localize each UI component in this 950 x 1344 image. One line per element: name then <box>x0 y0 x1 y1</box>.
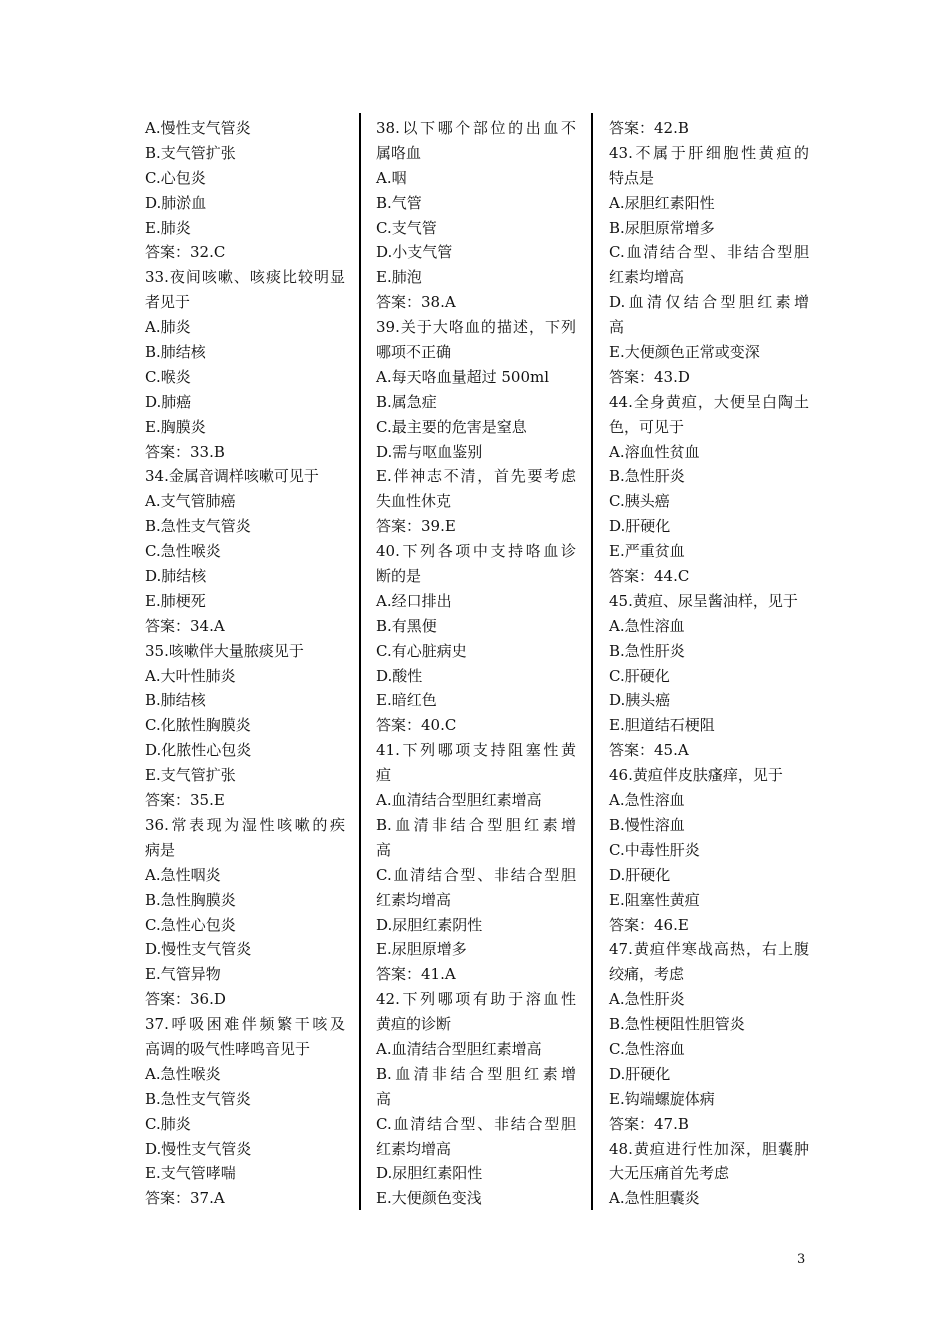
text-line: C.胰头癌 <box>609 492 670 511</box>
text-line: 者见于 <box>145 293 191 312</box>
text-line: D.慢性支气管炎 <box>145 1139 252 1158</box>
text-line: 失血性休克 <box>376 492 452 511</box>
text-line: B.急性梗阻性胆管炎 <box>609 1015 745 1034</box>
text-line: A.血清结合型胆红素增高 <box>376 1039 542 1058</box>
text-line: 高 <box>609 318 625 337</box>
text-line: 红素均增高 <box>376 890 452 909</box>
text-line: 高 <box>376 840 392 859</box>
text-line: C.化脓性胸膜炎 <box>145 716 251 735</box>
text-line: 答案：45.A <box>609 741 689 760</box>
text-line: 答案：37.A <box>145 1189 225 1208</box>
text-line: 特点是 <box>609 168 655 187</box>
text-line: 42.下列哪项有助于溶血性 <box>376 990 576 1009</box>
text-line: 48.黄疸进行性加深，胆囊肿 <box>609 1139 809 1158</box>
text-line: 38.以下哪个部位的出血不 <box>376 119 576 137</box>
text-line: C.有心脏病史 <box>376 641 467 660</box>
text-line: C.中毒性肝炎 <box>609 840 700 859</box>
text-line: A.急性胆囊炎 <box>609 1189 700 1208</box>
text-line: 答案：32.C <box>145 243 226 262</box>
text-line: 答案：34.A <box>145 616 225 635</box>
text-line: E.肺炎 <box>145 218 191 237</box>
text-line: 35.咳嗽伴大量脓痰见于 <box>145 641 304 660</box>
text-line: 答案：35.E <box>145 791 225 810</box>
text-line: 37.呼吸困难伴频繁干咳及 <box>145 1015 345 1034</box>
text-line: B.急性支气管炎 <box>145 1089 251 1108</box>
text-line: 41.下列哪项支持阻塞性黄 <box>376 741 576 760</box>
text-line: 答案：43.D <box>609 367 690 386</box>
text-line: 高 <box>376 1089 392 1108</box>
text-line: C.血清结合型、非结合型胆 <box>609 243 809 262</box>
text-line: E.胸膜炎 <box>145 417 206 436</box>
text-line: D.尿胆红素阴性 <box>376 915 483 934</box>
text-line: 40.下列各项中支持咯血诊 <box>376 542 576 561</box>
text-line: 答案：47.B <box>609 1114 689 1133</box>
text-line: B.支气管扩张 <box>145 143 236 162</box>
text-line: 33.夜间咳嗽、咳痰比较明显 <box>145 268 345 287</box>
text-line: 绞痛，考虑 <box>609 965 685 984</box>
text-line: 答案：38.A <box>376 293 456 312</box>
text-line: A.肺炎 <box>145 318 191 337</box>
text-line: E.肺梗死 <box>145 591 206 610</box>
text-line: D.慢性支气管炎 <box>145 940 252 959</box>
text-line: D.肺淤血 <box>145 193 207 212</box>
text-line: 高调的吸气性哮鸣音见于 <box>145 1039 311 1058</box>
text-line: A.急性溶血 <box>609 616 685 635</box>
text-line: 36.常表现为湿性咳嗽的疾 <box>145 815 345 834</box>
text-line: B.急性肝炎 <box>609 467 685 486</box>
text-line: A.每天咯血量超过 500ml <box>376 367 550 386</box>
text-line: D.肺癌 <box>145 392 192 411</box>
text-line: A.急性喉炎 <box>145 1064 221 1083</box>
text-line: A.咽 <box>376 168 407 187</box>
text-line: A.支气管肺癌 <box>145 492 236 511</box>
text-line: E.肺泡 <box>376 268 422 287</box>
text-line: D.胰头癌 <box>609 691 671 710</box>
text-line: 46.黄疸伴皮肤瘙痒，见于 <box>609 766 783 785</box>
text-line: C.急性心包炎 <box>145 915 236 934</box>
column-divider-1 <box>359 113 361 1210</box>
text-line: A.溶血性贫血 <box>609 442 700 461</box>
text-line: D.肺结核 <box>145 567 207 586</box>
text-line: D.化脓性心包炎 <box>145 741 252 760</box>
text-line: A.急性肝炎 <box>609 990 685 1009</box>
text-line: A.尿胆红素阳性 <box>609 193 715 212</box>
text-line: B.急性肝炎 <box>609 641 685 660</box>
text-line: 属咯血 <box>376 143 422 162</box>
text-line: D.肝硬化 <box>609 517 671 536</box>
column-divider-2 <box>591 113 593 1210</box>
text-line: C.急性喉炎 <box>145 542 221 561</box>
text-line: 断的是 <box>376 567 422 586</box>
text-line: B.有黑便 <box>376 616 437 635</box>
text-line: B.急性支气管炎 <box>145 517 251 536</box>
text-line: 44.全身黄疸，大便呈白陶土 <box>609 392 809 411</box>
text-line: 红素均增高 <box>376 1139 452 1158</box>
text-line: 病是 <box>145 840 176 859</box>
text-line: 43.不属于肝细胞性黄疸的 <box>609 143 809 162</box>
text-line: D.小支气管 <box>376 243 453 262</box>
text-line: E.支气管扩张 <box>145 766 236 785</box>
text-line: E.大便颜色正常或变深 <box>609 343 760 362</box>
text-line: C.喉炎 <box>145 367 191 386</box>
text-line: 39.关于大咯血的描述，下列 <box>376 318 576 337</box>
text-line: A.慢性支气管炎 <box>145 119 251 137</box>
text-line: C.肺炎 <box>145 1114 191 1133</box>
text-line: B.急性胸膜炎 <box>145 890 236 909</box>
text-line: C.血清结合型、非结合型胆 <box>376 865 576 884</box>
text-line: C.支气管 <box>376 218 437 237</box>
text-line: A.急性溶血 <box>609 791 685 810</box>
text-line: E.严重贫血 <box>609 542 685 561</box>
text-line: C.急性溶血 <box>609 1039 685 1058</box>
text-line: C.最主要的危害是窒息 <box>376 417 527 436</box>
text-line: E.阻塞性黄疸 <box>609 890 700 909</box>
text-line: 大无压痛首先考虑 <box>609 1164 730 1183</box>
text-line: B.属急症 <box>376 392 437 411</box>
text-line: E.胆道结石梗阻 <box>609 716 715 735</box>
text-line: 答案：33.B <box>145 442 225 461</box>
text-line: B.肺结核 <box>145 691 206 710</box>
text-line: A.急性咽炎 <box>145 865 221 884</box>
text-line: B.慢性溶血 <box>609 815 685 834</box>
text-line: B.尿胆原常增多 <box>609 218 715 237</box>
text-column-3 <box>609 116 809 1211</box>
text-line: A.血清结合型胆红素增高 <box>376 791 542 810</box>
text-line: D.酸性 <box>376 666 423 685</box>
text-line: B.肺结核 <box>145 343 206 362</box>
text-line: 答案：40.C <box>376 716 457 735</box>
text-line: D.肝硬化 <box>609 1064 671 1083</box>
page-number: 3 <box>797 1252 806 1267</box>
text-line: E.尿胆原增多 <box>376 940 467 959</box>
text-line: D.肝硬化 <box>609 865 671 884</box>
text-line: 47.黄疸伴寒战高热，右上腹 <box>609 940 809 959</box>
text-line: 答案：41.A <box>376 965 456 984</box>
text-line: B.血清非结合型胆红素增 <box>376 1064 576 1083</box>
text-line: E.伴神志不清，首先要考虑 <box>376 467 576 486</box>
text-line: C.血清结合型、非结合型胆 <box>376 1114 576 1133</box>
text-line: E.支气管哮喘 <box>145 1164 236 1183</box>
text-line: 答案：46.E <box>609 915 689 934</box>
text-line: E.大便颜色变浅 <box>376 1189 482 1208</box>
text-line: C.心包炎 <box>145 168 206 187</box>
text-column-2 <box>376 116 576 1211</box>
text-line: 答案：42.B <box>609 119 689 137</box>
text-line: B.血清非结合型胆红素增 <box>376 815 576 834</box>
text-line: 答案：39.E <box>376 517 456 536</box>
text-line: D.需与呕血鉴别 <box>376 442 483 461</box>
text-line: E.钩端螺旋体病 <box>609 1089 715 1108</box>
text-line: D.血清仅结合型胆红素增 <box>609 293 809 312</box>
text-line: 答案：36.D <box>145 990 226 1009</box>
text-line: 黄疸的诊断 <box>376 1015 452 1034</box>
text-line: 红素均增高 <box>609 268 685 287</box>
text-line: C.肝硬化 <box>609 666 670 685</box>
text-line: D.尿胆红素阳性 <box>376 1164 483 1183</box>
text-line: 答案：44.C <box>609 567 690 586</box>
text-line: E.暗红色 <box>376 691 437 710</box>
text-line: E.气管异物 <box>145 965 221 984</box>
text-line: B.气管 <box>376 193 422 212</box>
text-line: 疸 <box>376 766 392 785</box>
text-line: 45.黄疸、尿呈酱油样，见于 <box>609 591 798 610</box>
text-line: 34.金属音调样咳嗽可见于 <box>145 467 319 486</box>
text-line: A.大叶性肺炎 <box>145 666 236 685</box>
text-column-1 <box>145 116 345 1211</box>
text-line: A.经口排出 <box>376 591 452 610</box>
text-line: 色，可见于 <box>609 417 685 436</box>
text-line: 哪项不正确 <box>376 343 452 362</box>
